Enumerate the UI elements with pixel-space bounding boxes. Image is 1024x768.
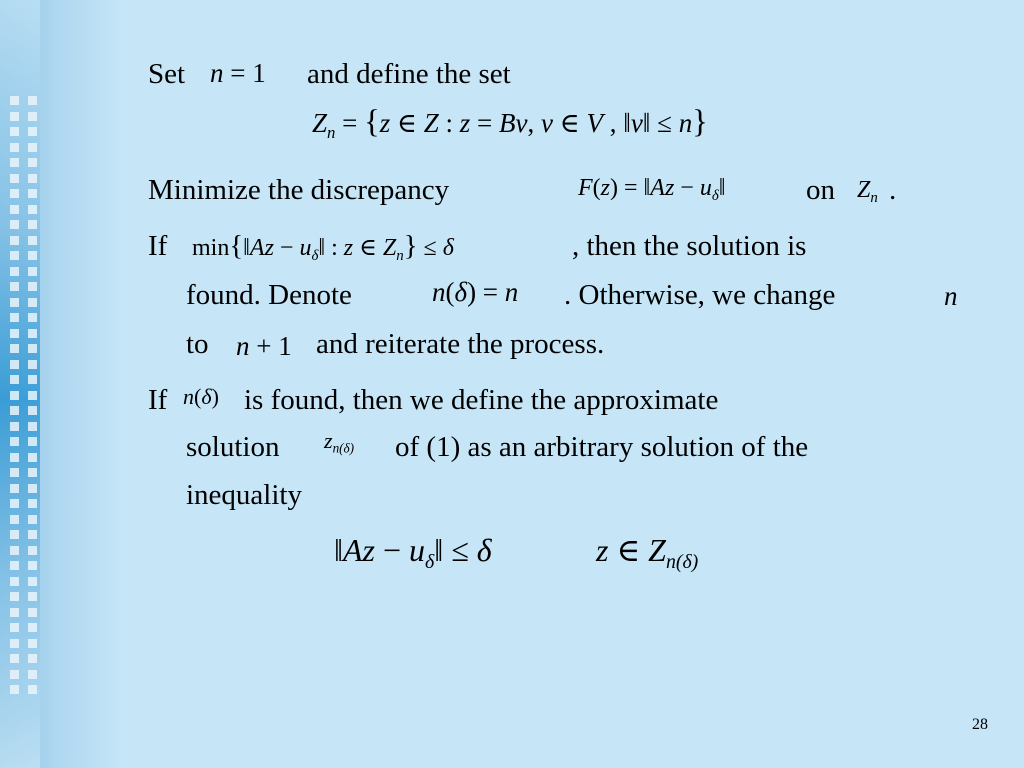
decorative-square (28, 623, 37, 632)
decorative-square (28, 608, 37, 617)
decorative-square (10, 143, 19, 152)
decorative-square (28, 267, 37, 276)
decorative-square (28, 236, 37, 245)
text-set: Set (148, 58, 186, 90)
decorative-square (28, 127, 37, 136)
decorative-square (28, 112, 37, 121)
formula-z-in-zn-delta: z ∈ $Z_{n(\delta)}$ (596, 532, 699, 573)
formula-zn: $Z_n$ (857, 177, 878, 207)
decorative-square (28, 592, 37, 601)
text-line-1 (148, 60, 185, 89)
decorative-square (28, 282, 37, 291)
decorative-square (10, 391, 19, 400)
decorative-square (28, 375, 37, 384)
decorative-square (10, 406, 19, 415)
decorative-square (28, 205, 37, 214)
text-if-1: If (148, 230, 168, 262)
decorative-square (10, 670, 19, 679)
decorative-square (10, 530, 19, 539)
decorative-square (10, 96, 19, 105)
text-to: to (186, 328, 209, 360)
decorative-square (28, 220, 37, 229)
formula-discrepancy: F(z) = ‖Az − $u_\delta‖$ (578, 175, 726, 205)
decorative-square (28, 96, 37, 105)
decorative-square (10, 329, 19, 338)
formula-n-equals-1: n = 1 (210, 58, 266, 88)
decorative-square (28, 313, 37, 322)
decorative-square (10, 375, 19, 384)
decorative-square (10, 422, 19, 431)
decorative-square (10, 561, 19, 570)
decorative-square (10, 484, 19, 493)
decorative-square (10, 515, 19, 524)
decorative-square (28, 391, 37, 400)
decorative-square (10, 112, 19, 121)
decorative-square (28, 515, 37, 524)
page-number: 28 (972, 716, 988, 733)
decorative-square (10, 174, 19, 183)
decorative-square (28, 468, 37, 477)
decorative-square (28, 251, 37, 260)
text-inequality: inequality (186, 479, 302, 511)
decorative-square (28, 298, 37, 307)
decorative-square (10, 220, 19, 229)
decorative-square (10, 654, 19, 663)
decorative-squares (0, 0, 125, 768)
decorative-square (28, 639, 37, 648)
decorative-square (10, 577, 19, 586)
decorative-square (10, 298, 19, 307)
decorative-square (10, 127, 19, 136)
decorative-square (28, 546, 37, 555)
formula-n-delta: n(δ) (183, 384, 219, 409)
decorative-square (28, 422, 37, 431)
decorative-square (10, 267, 19, 276)
decorative-square (28, 654, 37, 663)
decorative-square (28, 329, 37, 338)
decorative-square (10, 437, 19, 446)
text-period: . (889, 174, 897, 206)
decorative-square (28, 189, 37, 198)
decorative-square (10, 205, 19, 214)
text-otherwise: . Otherwise, we change (564, 279, 836, 311)
decorative-square (28, 360, 37, 369)
decorative-square (10, 344, 19, 353)
formula-zn-definition: $Z_n = \{z$ ∈ Z : z = Bv, v ∈ V , ‖v‖ ≤ n} (312, 104, 708, 142)
decorative-square (10, 468, 19, 477)
formula-n-delta-equals-n: n(δ) = n (432, 277, 519, 307)
text-define-set: and define the set (307, 58, 511, 90)
text-solution: solution (186, 431, 280, 463)
decorative-square (10, 592, 19, 601)
decorative-square (28, 174, 37, 183)
decorative-square (10, 685, 19, 694)
decorative-square (10, 360, 19, 369)
text-then-solution: , then the solution is (572, 230, 807, 262)
decorative-square (10, 236, 19, 245)
decorative-square (28, 499, 37, 508)
text-on: on (806, 174, 835, 206)
formula-n: n (944, 281, 958, 311)
decorative-square (10, 608, 19, 617)
formula-min-condition: min{‖Az − $u_\delta‖$ : z ∈ $Z_n\} \le \delta$ (192, 230, 454, 265)
decorative-square (10, 453, 19, 462)
decorative-square (10, 251, 19, 260)
text-minimize: Minimize the discrepancy (148, 174, 450, 206)
decorative-square (28, 561, 37, 570)
decorative-square (10, 313, 19, 322)
decorative-square (10, 623, 19, 632)
text-if-2: If (148, 384, 168, 416)
decorative-square (10, 639, 19, 648)
decorative-square (10, 189, 19, 198)
decorative-square (28, 143, 37, 152)
formula-z-n-delta: $z_{n(\delta)}$ (324, 428, 355, 456)
decorative-square (28, 670, 37, 679)
formula-n-plus-1: n + 1 (236, 331, 292, 361)
decorative-square (28, 406, 37, 415)
text-reiterate: and reiterate the process. (316, 328, 605, 360)
decorative-square (28, 344, 37, 353)
text-found-denote: found. Denote (186, 279, 352, 311)
decorative-square (28, 453, 37, 462)
formula-final-inequality: ‖Az − $u_\delta‖ \le \delta$ (334, 532, 492, 573)
decorative-square (28, 577, 37, 586)
decorative-square (10, 546, 19, 555)
decorative-square (28, 685, 37, 694)
decorative-square (10, 158, 19, 167)
decorative-square (10, 282, 19, 291)
text-of-1-arbitrary: of (1) as an arbitrary solution of the (395, 431, 809, 463)
decorative-square (28, 437, 37, 446)
decorative-square (28, 484, 37, 493)
text-is-found: is found, then we define the approximate (244, 384, 719, 416)
decorative-square (10, 499, 19, 508)
decorative-square (28, 530, 37, 539)
decorative-square (28, 158, 37, 167)
